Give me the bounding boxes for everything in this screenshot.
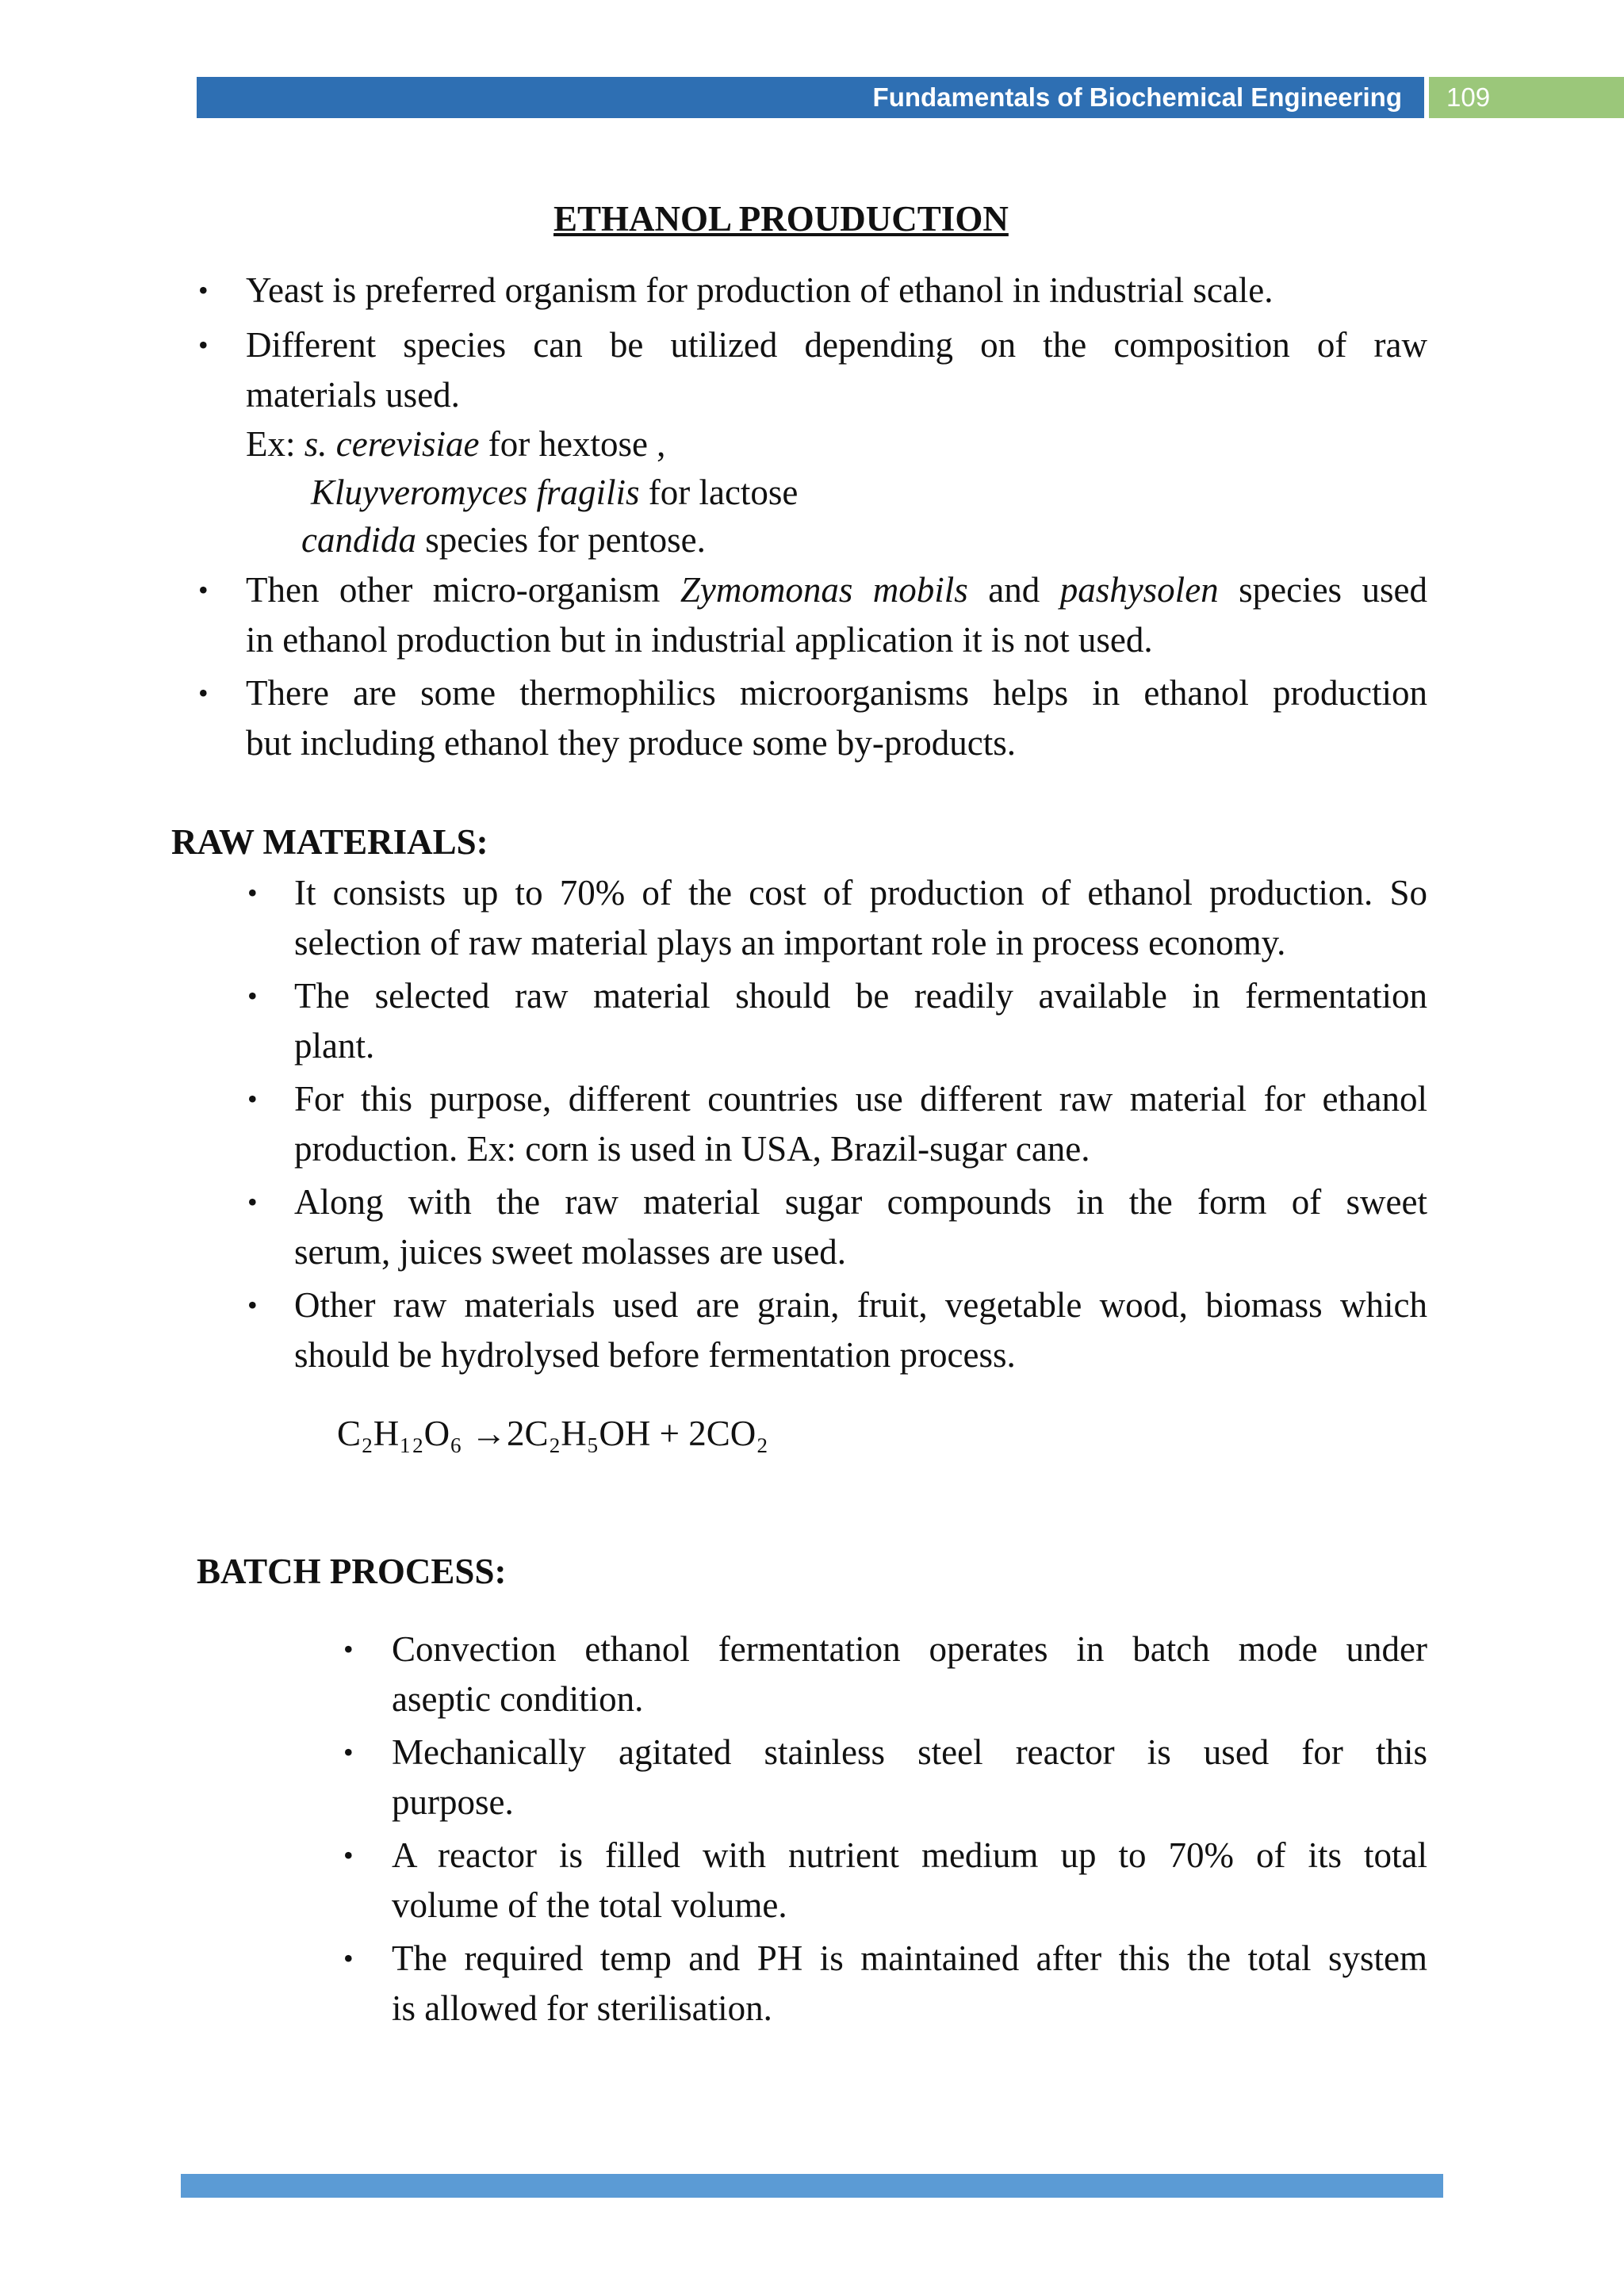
batch-bullet-4-line-2: is allowed for sterilisation. [392, 1988, 772, 2028]
raw-bullet-5-line-2: should be hydrolysed before fermentation process. [294, 1335, 1016, 1375]
intro-bullet-2-line-2: materials used. [246, 375, 460, 415]
page-number: 109 [1429, 77, 1624, 118]
raw-bullet-4-line-1: Along with the raw material sugar compounds in the form of sweet [294, 1182, 1427, 1222]
bullet-icon: • [247, 877, 258, 909]
example-line-2: Kluyveromyces fragilis for lactose [311, 473, 799, 512]
intro-bullet-4-line-1: There are some thermophilics microorganisms helps in ethanol production [246, 673, 1427, 713]
footer-bar [181, 2174, 1443, 2198]
bullet-icon: • [247, 1289, 258, 1321]
species-name: s. cerevisiae [304, 424, 480, 464]
bullet-icon: • [198, 274, 209, 306]
batch-bullet-3-line-1: A reactor is filled with nutrient medium up to 70% of its total [392, 1835, 1427, 1875]
bullet-icon: • [343, 1839, 354, 1871]
bullet-icon: • [247, 1186, 258, 1218]
intro-bullet-3-line-1: Then other micro-organism Zymomonas mobils and pashysolen species used [246, 570, 1427, 610]
chemical-equation: C₂H₁₂O₆ →2C₂H₅OH + 2CO₂ [337, 1414, 768, 1453]
raw-bullet-2-line-2: plant. [294, 1026, 375, 1066]
intro-bullet-4-line-2: but including ethanol they produce some by-products. [246, 723, 1017, 763]
raw-bullet-3-line-2: production. Ex: corn is used in USA, Brazil-sugar cane. [294, 1129, 1090, 1169]
raw-bullet-2-line-1: The selected raw material should be readily available in fermentation [294, 976, 1427, 1016]
bullet-icon: • [343, 1633, 354, 1665]
bullet-icon: • [343, 1942, 354, 1974]
species-name: Zymomonas mobils [680, 570, 968, 610]
page-header [197, 77, 1624, 118]
batch-bullet-1-line-2: aseptic condition. [392, 1679, 644, 1719]
raw-bullet-3-line-1: For this purpose, different countries use different raw material for ethanol [294, 1079, 1427, 1119]
bullet-icon: • [343, 1736, 354, 1768]
raw-bullet-1-line-2: selection of raw material plays an important role in process economy. [294, 923, 1286, 962]
intro-bullet-2-line-1: Different species can be utilized depending on the composition of raw [246, 325, 1427, 365]
book-title: Fundamentals of Biochemical Engineering [197, 77, 1424, 118]
bullet-icon: • [247, 1083, 258, 1115]
example-line-3: candida species for pentose. [301, 520, 706, 560]
species-name: Kluyveromyces fragilis [311, 473, 640, 512]
batch-bullet-4-line-1: The required temp and PH is maintained after this the total system [392, 1938, 1427, 1978]
bullet-icon: • [198, 574, 209, 606]
intro-bullet-1: Yeast is preferred organism for production of ethanol in industrial scale. [246, 270, 1274, 310]
species-name: candida [301, 520, 416, 560]
raw-bullet-4-line-2: serum, juices sweet molasses are used. [294, 1232, 847, 1272]
batch-bullet-1-line-1: Convection ethanol fermentation operates in batch mode under [392, 1629, 1427, 1669]
bullet-icon: • [198, 329, 209, 361]
batch-bullet-2-line-2: purpose. [392, 1782, 514, 1822]
raw-bullet-5-line-1: Other raw materials used are grain, fruit, vegetable wood, biomass which [294, 1285, 1427, 1325]
page-title: ETHANOL PROUDUCTION [553, 199, 1009, 239]
bullet-icon: • [247, 980, 258, 1012]
example-line-1: Ex: s. cerevisiae for hextose , [246, 424, 666, 464]
raw-bullet-1-line-1: It consists up to 70% of the cost of production of ethanol production. So [294, 873, 1427, 913]
section-heading-batch-process: BATCH PROCESS: [197, 1552, 507, 1591]
species-name: pashysolen [1059, 570, 1219, 610]
batch-bullet-3-line-2: volume of the total volume. [392, 1885, 787, 1925]
bullet-icon: • [198, 677, 209, 709]
intro-bullet-3-line-2: in ethanol production but in industrial application it is not used. [246, 620, 1153, 660]
section-heading-raw-materials: RAW MATERIALS: [171, 822, 488, 862]
batch-bullet-2-line-1: Mechanically agitated stainless steel reactor is used for this [392, 1732, 1427, 1772]
